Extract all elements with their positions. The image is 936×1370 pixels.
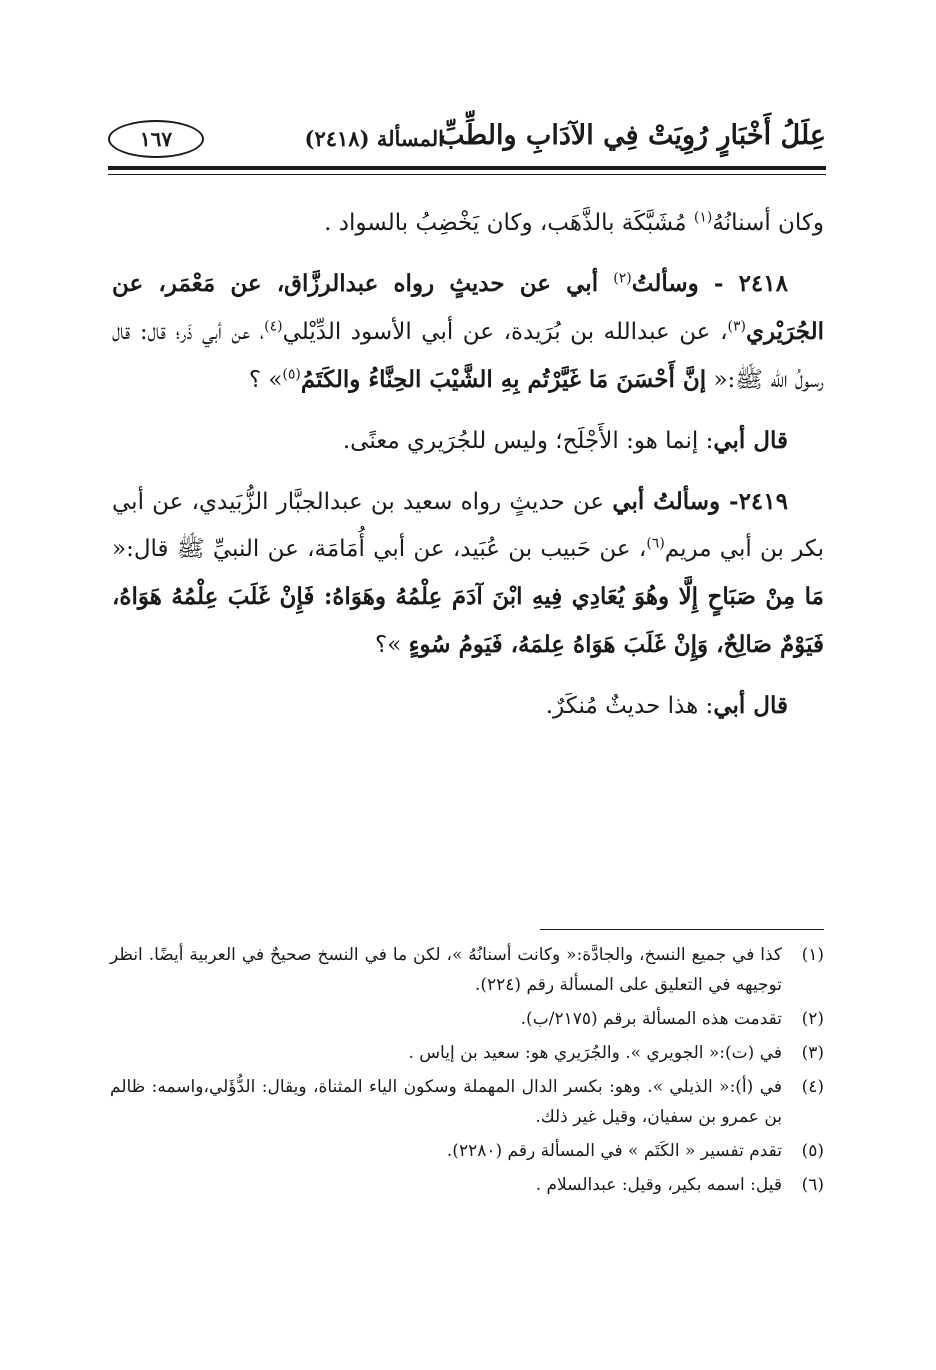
header-rule-thick [108,166,826,170]
text-run: ، عن أبي ذَر؛ قال: قال رسولُ الله ﷺ:« [112,319,824,393]
footnote-marker: (١) [693,209,713,226]
footnote-marker: (٣) [727,318,746,335]
header-rule-thin [108,174,826,175]
footnote [110,940,824,1000]
issue-number: ٢٤١٩- وسألتُ أبي [612,488,788,515]
footnote-number: (٤) [801,1077,824,1097]
footnote-marker: (٥) [282,366,301,383]
footnotes [110,940,824,1204]
text-run: وكان أسنانُهُ [712,210,824,236]
footnote-marker: (٦) [646,535,665,552]
issue-reference: المسألة (٢٤١٨) [304,126,444,151]
issue-2418 [112,260,824,404]
text-run: : هذا حديثٌ مُنكَرٌ. [545,693,714,719]
paragraph-intro [112,200,824,247]
footnote-number: (٥) [801,1141,824,1161]
text-run: » ؟ [248,367,283,393]
answer-2418 [112,417,824,465]
hadith-text: إنَّ أَحْسَنَ مَا غَيَّرْتُم بِهِ الشَّيْبَ الحِنَّاءُ والكَتَمُ [300,366,707,393]
footnote-text: كذا في جميع النسخ، والجادَّة:« وكانت أسنانُهُ »، لكن ما في النسخ صحيحٌ في العربية أيضًا. انظر توجيهه في التعليق على المسألة رقم (٢٢٤). [110,945,782,995]
text-run: عن حديثٍ رواه سعيد بن عبدالجبَّار الزُّبَيدي، عن أبي بكر بن أبي مريم [112,489,824,562]
footnote [110,1072,824,1132]
footnote [110,1004,824,1034]
footnote-text: في (ت):« الجويري ». والجُرَيري هو: سعيد بن إياس . [408,1043,782,1063]
hadith-text: مَا مِنْ صَبَاحٍ إِلَّا وهُوَ يُعَادِي فِيهِ ابْنَ آدَمَ عِلْمُهُ وهَوَاهُ: فَإِنْ غَلَبَ عِلْمُهُ هَوَاهُ، فَيَوْمٌ صَالِحٌ، وَإِنْ غَلَبَ هَوَاهُ عِلمَهُ، فَيَومُ سُوءٍ [112,583,824,658]
footnote-marker: (٢) [613,270,632,287]
footnote-text: تقدمت هذه المسألة برقم (٢١٧٥/ب). [520,1009,782,1029]
footnote-number: (١) [801,945,824,965]
footnote [110,1038,824,1068]
main-text [112,200,824,730]
footnote [110,1136,824,1166]
footnote-text: في (أ):« الذيلي ». وهو: بكسر الدال المهملة وسكون الياء المثناة، ويقال: الدُّؤَلي،واسمه: ظالم بن عمرو بن سفيان، وقيل غير ذلك. [110,1077,782,1127]
footnote-text: تقدم تفسير « الكَتَم » في المسألة رقم (٢٢٨٠). [446,1141,782,1161]
issue-number: ٢٤١٨ - وسألتُ [631,270,788,297]
text-run: ، عن حَبيب بن عُبَيد، عن أبي أُمَامَة، عن النبيِّ ﷺ قال:« [112,536,647,562]
page-number-badge [108,120,204,158]
footnote-text: قيل: اسمه بكير، وقيل: عبدالسلام . [535,1175,782,1195]
footnote-number: (٣) [801,1043,824,1063]
text-run: »؟ [375,632,409,658]
footnote-separator [540,929,824,930]
answer-lead: قال أبي [713,692,788,719]
issue-2419 [112,478,824,669]
text-run: ، عن عبدالله بن بُرَيدة، عن أبي الأسود الدِّيْلي [282,319,728,345]
footnote-marker: (٤) [264,318,283,335]
answer-2419 [112,682,824,730]
text-run: : إنما هو: الأَجْلَح؛ وليس للجُرَيري معنًى. [342,428,714,454]
footnote-number: (٦) [801,1175,824,1195]
footnote [110,1170,824,1200]
book-title: عِلَلُ أَخْبَارٍ رُوِيَتْ فِي الآدَابِ والطِّبِّ [439,120,826,151]
footnote-number: (٢) [801,1009,824,1029]
running-header [108,118,826,160]
answer-lead: قال أبي [713,427,788,454]
page-number: ١٦٧ [139,127,173,151]
text-run: أبي عن حديثٍ رواه عبدالرزَّاق، عن مَعْمَر، عن الجُرَيْري [112,270,825,345]
text-run: مُشَبَّكَة بالذَّهَب، وكان يَخْضِبُ بالسواد . [324,210,694,236]
